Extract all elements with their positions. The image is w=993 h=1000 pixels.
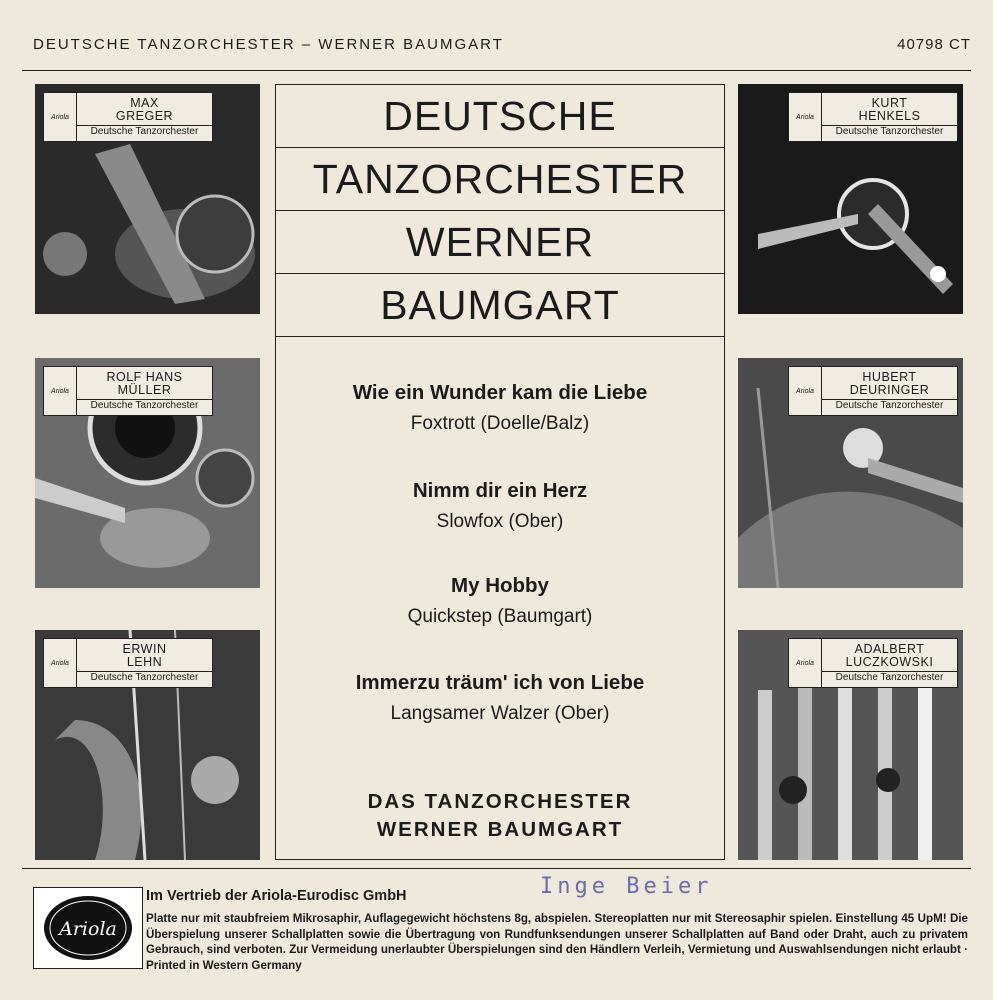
ariola-mini-logo: Ariola xyxy=(789,367,822,415)
track-item xyxy=(276,671,724,725)
album-thumbnail-adalbert-luczkowski xyxy=(738,630,963,860)
title-line: WERNER xyxy=(276,211,724,274)
album-label: Ariola ERWIN LEHN Deutsche Tanzorchester xyxy=(43,638,213,688)
ariola-mini-logo: Ariola xyxy=(44,93,77,141)
ariola-mini-logo: Ariola xyxy=(789,93,822,141)
svg-text:Ariola: Ariola xyxy=(59,918,117,940)
track-title: Immerzu träum' ich von Liebe xyxy=(355,671,645,694)
top-rule xyxy=(22,70,971,71)
album-thumbnail-max-greger xyxy=(35,84,260,314)
album-label: Ariola MAX GREGER Deutsche Tanzorchester xyxy=(43,92,213,142)
catalog-number: 40798 CT xyxy=(897,36,971,53)
ariola-logo xyxy=(33,887,143,969)
ariola-logo-icon xyxy=(40,893,136,963)
title-line: TANZORCHESTER xyxy=(276,148,724,211)
title-line: BAUMGART xyxy=(276,274,724,337)
track-item xyxy=(276,574,724,628)
album-label: Ariola ADALBERT LUCZKOWSKI Deutsche Tanzorchester xyxy=(788,638,958,688)
bottom-rule xyxy=(22,868,971,869)
ariola-mini-logo: Ariola xyxy=(44,367,77,415)
album-label: Ariola ROLF HANS MÜLLER Deutsche Tanzorchester xyxy=(43,366,213,416)
ariola-mini-logo: Ariola xyxy=(789,639,822,687)
artist-credit: DAS TANZORCHESTER WERNER BAUMGART xyxy=(367,790,633,841)
fine-print: Platte nur mit staubfreiem Mikrosaphir, Auflagegewicht höchstens 8g, abspielen. Stereoplatten nur mit Stereosaphir spielen. Einstellung 45 UpM! Die Überspielung unserer Schallplatten sowie die Übertragung von Rundfunksendungen unserer Schallplatten auf Band oder Draht, auch zu privatem Gebrauch, sind verboten. Zur Vermeidung unerlaubter Überspielungen sind den Händlern Verleih, Vermietung und Auswahlsendungen nicht erlaubt · Printed in Western Germany xyxy=(146,912,968,972)
track-title: Nimm dir ein Herz xyxy=(412,479,588,502)
distribution-note: Im Vertrieb der Ariola-Eurodisc GmbH xyxy=(146,888,407,904)
header-title: DEUTSCHE TANZORCHESTER – WERNER BAUMGART xyxy=(33,36,504,53)
track-style: Quickstep (Baumgart) xyxy=(407,606,593,627)
album-thumbnail-kurt-henkels xyxy=(738,84,963,314)
track-item xyxy=(276,381,724,435)
album-thumbnail-rolf-hans-mueller xyxy=(35,358,260,588)
album-thumbnail-erwin-lehn xyxy=(35,630,260,860)
track-item xyxy=(276,479,724,533)
track-title: My Hobby xyxy=(451,574,549,597)
track-title: Wie ein Wunder kam die Liebe xyxy=(352,381,648,404)
album-label: Ariola HUBERT DEURINGER Deutsche Tanzorchester xyxy=(788,366,958,416)
track-style: Slowfox (Ober) xyxy=(436,511,564,532)
title-line: DEUTSCHE xyxy=(276,85,724,148)
album-thumbnail-hubert-deuringer xyxy=(738,358,963,588)
track-style: Langsamer Walzer (Ober) xyxy=(390,703,610,724)
track-style: Foxtrott (Doelle/Balz) xyxy=(410,413,590,434)
owner-stamp: Inge Beier xyxy=(540,874,713,899)
center-panel xyxy=(275,84,725,860)
ariola-mini-logo: Ariola xyxy=(44,639,77,687)
album-label: Ariola KURT HENKELS Deutsche Tanzorchester xyxy=(788,92,958,142)
